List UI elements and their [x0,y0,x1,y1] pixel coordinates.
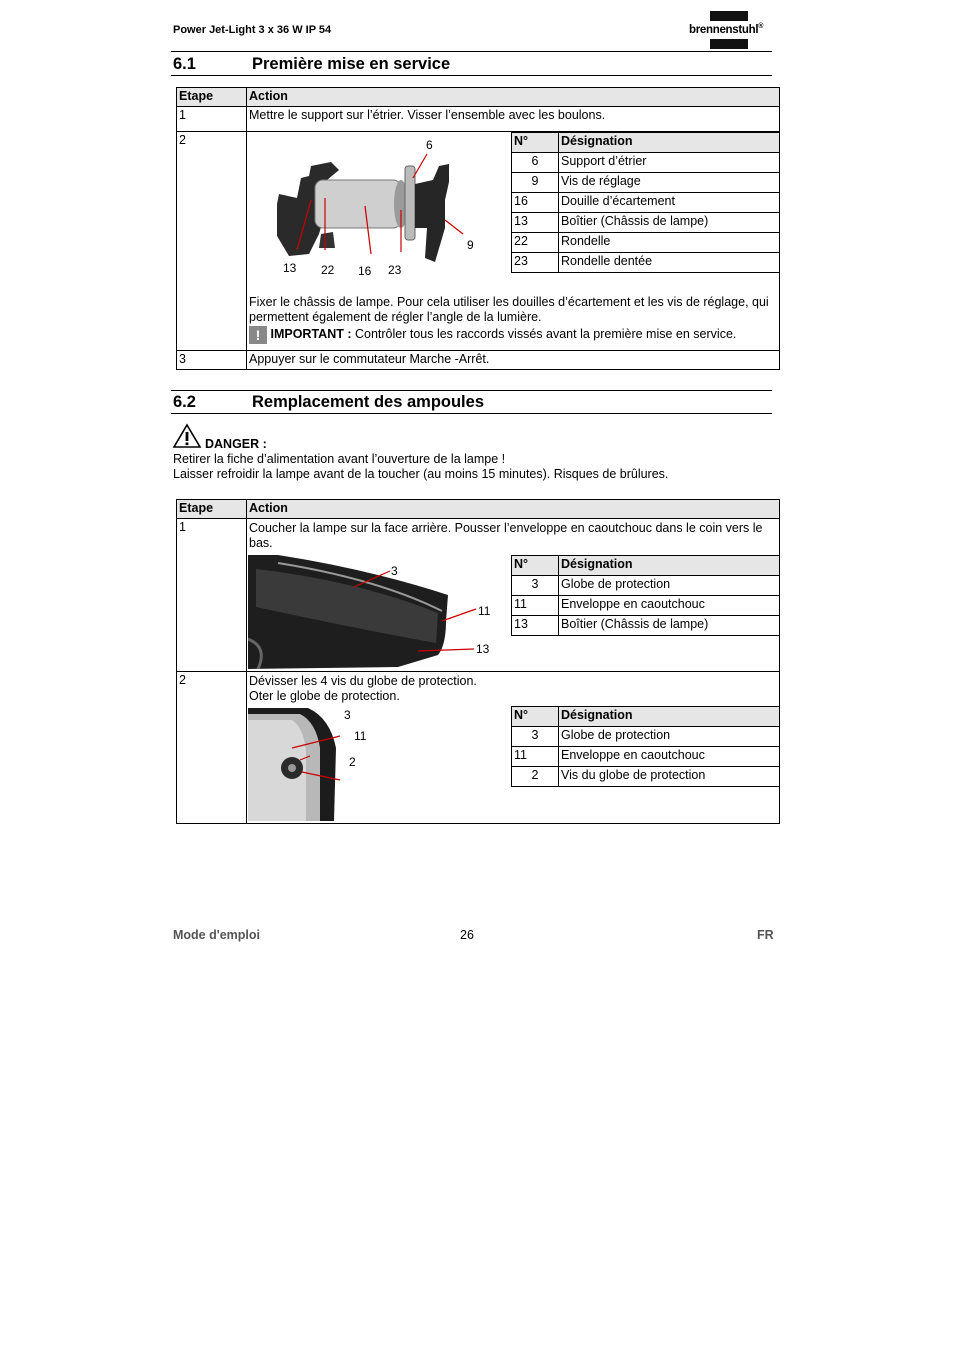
part-name: Globe de protection [559,576,780,596]
part-number: 2 [512,767,559,787]
step-2-content [247,672,779,823]
danger-line: Laisser refroidir la lampe avant de la toucher (au moins 15 minutes). Risques de brûlures. [173,467,669,481]
section-rule [171,390,772,391]
part-number: 3 [512,576,559,596]
globe-screw-figure [248,708,342,821]
figure-label: 13 [283,261,297,275]
section-number: 6.2 [173,393,196,411]
parts-name-header: Désignation [559,556,780,576]
parts-num-header: N° [512,133,559,153]
steps-table-2 [176,499,780,824]
part-name: Boîtier (Châssis de lampe) [559,616,780,636]
step-action: Mettre le support sur l’étrier. Visser l’ensemble avec les boulons. [247,107,780,132]
part-name: Support d’étrier [559,153,780,173]
part-name: Enveloppe en caoutchouc [559,747,780,767]
part-number: 23 [512,253,559,273]
step-action: Appuyer sur le commutateur Marche -Arrêt. [247,351,780,370]
parts-name-header: Désignation [559,707,780,727]
part-number: 16 [512,193,559,213]
part-number: 22 [512,233,559,253]
important-text: Contrôler tous les raccords vissés avant la première mise en service. [351,327,737,341]
part-name: Boîtier (Châssis de lampe) [559,213,780,233]
parts-num-header: N° [512,707,559,727]
part-number: 9 [512,173,559,193]
part-name: Vis du globe de protection [559,767,780,787]
parts-table [511,132,780,273]
figure-label: 11 [478,604,491,618]
figure-label: 22 [321,263,335,277]
figure-label: 2 [349,755,356,769]
header-rule [171,51,772,52]
part-number: 11 [512,596,559,616]
step-2-text: Fixer le châssis de lampe. Pour cela utiliser les douilles d’écartement et les vis de réglage, qui permettent également de régler l’angle de la lumière. [249,295,769,324]
part-name: Enveloppe en caoutchouc [559,596,780,616]
document-title: Power Jet-Light 3 x 36 W IP 54 [173,24,332,36]
brand-name: brennenstuhl [689,23,759,36]
section-title: Première mise en service [252,55,451,73]
footer-left: Mode d'emploi [173,928,260,942]
step-action-line: Dévisser les 4 vis du globe de protection. [249,674,477,688]
part-number: 3 [512,727,559,747]
lamp-figure [248,555,498,669]
section-number: 6.1 [173,55,196,73]
figure-label: 3 [391,564,398,578]
part-name: Rondelle dentée [559,253,780,273]
parts-table [511,555,780,636]
part-name: Globe de protection [559,727,780,747]
warning-triangle-icon [172,423,202,449]
part-number: 13 [512,616,559,636]
figure-label: 6 [426,138,433,152]
parts-name-header: Désignation [559,133,780,153]
col-action-header: Action [247,88,780,107]
step-2-content [247,132,779,350]
brand-logo [689,11,773,49]
step-number: 2 [177,132,247,351]
step-number: 1 [177,107,247,132]
col-action-header: Action [247,500,780,519]
parts-num-header: N° [512,556,559,576]
important-note [249,326,777,344]
part-name: Rondelle [559,233,780,253]
step-number: 1 [177,519,247,672]
part-number: 13 [512,213,559,233]
parts-table [511,706,780,787]
important-icon: ! [249,326,267,344]
steps-table-1 [176,87,780,370]
section-rule [171,413,772,414]
figure-label: 16 [358,264,372,278]
figure-label: 13 [476,642,490,656]
part-name: Vis de réglage [559,173,780,193]
section-rule [171,75,772,76]
danger-line: Retirer la fiche d’alimentation avant l’ouverture de la lampe ! [173,452,506,466]
important-label: IMPORTANT : [270,327,352,341]
section-title: Remplacement des ampoules [252,393,484,411]
step-1-content [247,519,779,671]
page-number: 26 [460,928,474,942]
step-number: 2 [177,672,247,824]
figure-label: 23 [388,263,402,277]
danger-label: DANGER : [205,437,267,451]
footer-language: FR [757,928,774,942]
part-name: Douille d’écartement [559,193,780,213]
figure-label: 11 [354,729,367,743]
col-step-header: Etape [177,88,247,107]
step-number: 3 [177,351,247,370]
col-step-header: Etape [177,500,247,519]
figure-label: 9 [467,238,474,252]
part-number: 11 [512,747,559,767]
step-action-line: Oter le globe de protection. [249,689,400,703]
brand-mark: ® [758,23,764,30]
step-action: Coucher la lampe sur la face arrière. Pousser l’enveloppe en caoutchouc dans le coin vers le bas. [249,521,763,550]
part-number: 6 [512,153,559,173]
figure-label: 3 [344,708,351,722]
